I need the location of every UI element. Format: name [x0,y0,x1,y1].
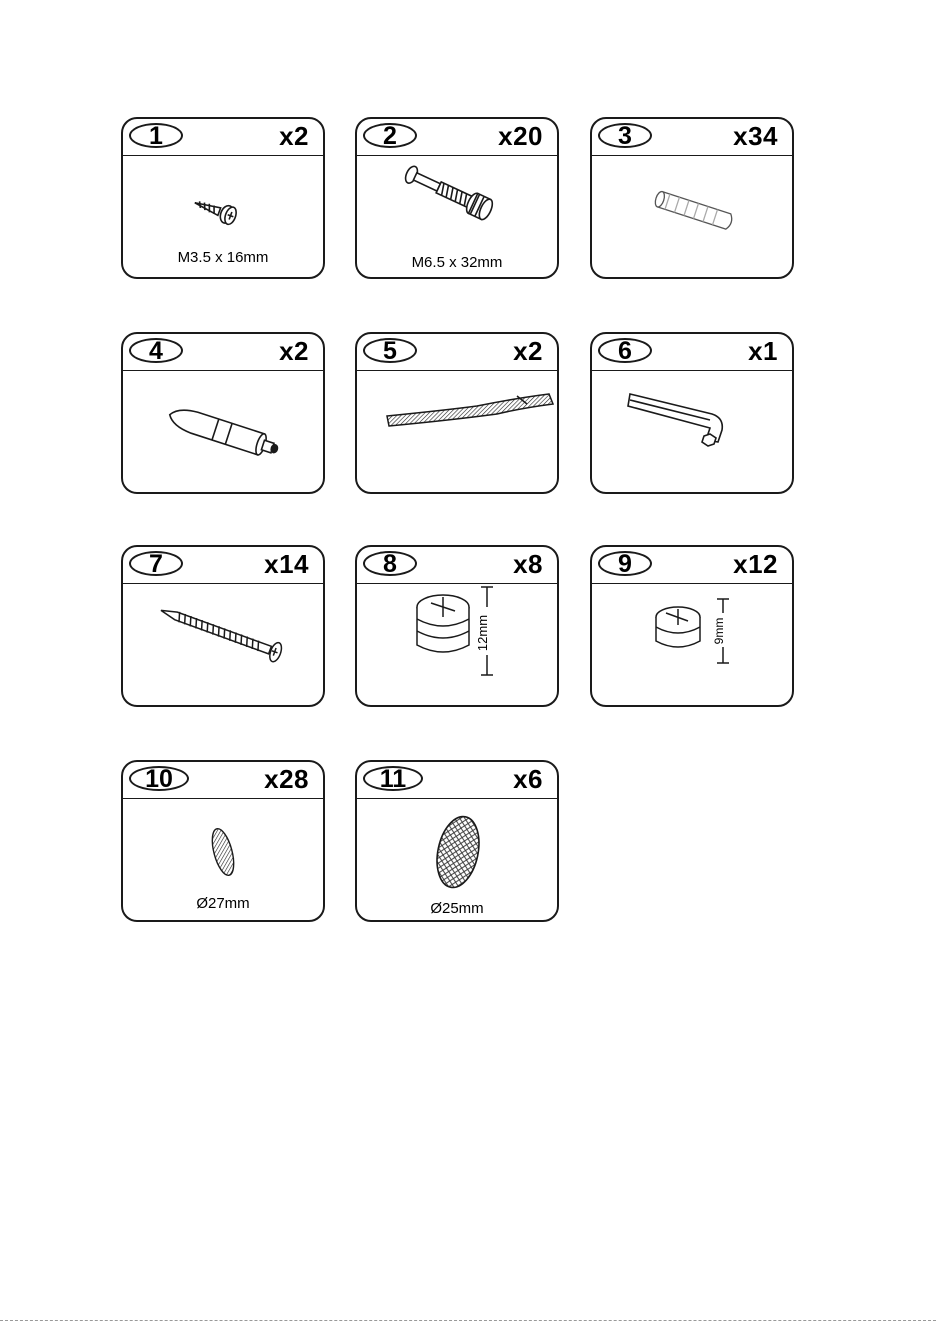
part-number: 2 [363,123,417,148]
wall-plug-icon [123,370,323,494]
part-header [357,119,557,156]
part-quantity: x14 [264,549,309,579]
part-card-4 [121,332,325,494]
part-quantity: x2 [279,121,309,151]
part-quantity: x1 [748,336,778,366]
part-caption: Ø27mm [196,895,250,912]
part-header [357,762,557,799]
part-quantity: x8 [513,549,543,579]
part-card-2 [355,117,559,279]
part-number: 3 [598,123,652,148]
part-header [592,334,792,371]
part-quantity: x20 [498,121,543,151]
allen-key-icon [592,370,792,494]
part-header [592,119,792,156]
part-caption: M3.5 x 16mm [177,249,269,266]
part-header [592,547,792,584]
part-quantity: x6 [513,764,543,794]
part-quantity: x28 [264,764,309,794]
dimension-label: 9mm [712,617,726,645]
dimension-label: 12mm [475,614,490,652]
part-quantity: x34 [733,121,778,151]
part-header [123,547,323,584]
part-quantity: x2 [513,336,543,366]
part-number: 5 [363,338,417,363]
part-quantity: x2 [279,336,309,366]
part-number: 4 [129,338,183,363]
part-caption: Ø25mm [430,900,484,917]
part-card-7 [121,545,325,707]
safety-strap-icon [357,370,557,494]
part-card-8 [355,545,559,707]
part-number: 10 [129,766,189,791]
part-header [357,334,557,371]
page-edge-divider [0,1320,936,1321]
part-card-9 [590,545,794,707]
part-card-3 [590,117,794,279]
part-number: 11 [363,766,423,791]
part-quantity: x12 [733,549,778,579]
part-card-1 [121,117,325,279]
part-header [123,119,323,156]
part-header [123,762,323,799]
part-card-11 [355,760,559,922]
part-card-6 [590,332,794,494]
part-number: 9 [598,551,652,576]
wooden-dowel-icon [592,155,792,279]
long-screw-icon [123,583,323,707]
part-header [123,334,323,371]
part-card-5 [355,332,559,494]
part-card-10 [121,760,325,922]
part-header [357,547,557,584]
part-number: 7 [129,551,183,576]
part-number: 1 [129,123,183,148]
part-caption: M6.5 x 32mm [411,254,503,271]
cam-lock-icon [592,583,792,707]
part-number: 6 [598,338,652,363]
cam-lock-icon [357,583,557,707]
part-number: 8 [363,551,417,576]
